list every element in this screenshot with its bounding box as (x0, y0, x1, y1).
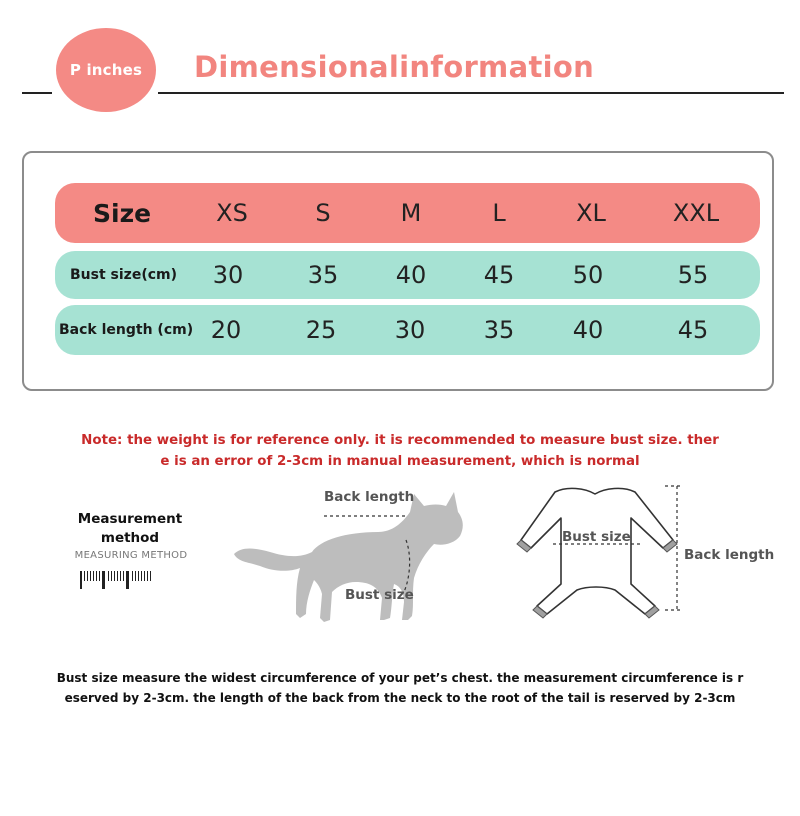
barcode-icon (80, 571, 154, 589)
header-rule-right (158, 92, 784, 94)
back-length-row (55, 305, 760, 355)
header-rule-left (22, 92, 52, 94)
back-xxl: 45 (677, 316, 709, 344)
back-m: 30 (394, 316, 426, 344)
bust-m: 40 (395, 261, 427, 289)
instructions-line-2: eserved by 2-3cm. the length of the back from the neck to the root of the tail is reserved by 2-3cm (64, 691, 736, 705)
back-s: 25 (305, 316, 337, 344)
unit-badge (56, 28, 156, 112)
page-title: Dimensionalinformation (194, 50, 595, 84)
back-length-label: Back length (cm) (59, 322, 194, 338)
bust-xs: 30 (212, 261, 244, 289)
size-header-row (55, 183, 760, 243)
measurement-instructions (30, 668, 770, 708)
back-xs: 20 (210, 316, 242, 344)
bust-xl: 50 (572, 261, 604, 289)
measurement-method-title (68, 510, 192, 548)
size-header-label: Size (93, 198, 152, 228)
size-xxl: XXL (672, 199, 720, 227)
size-xl: XL (576, 199, 606, 227)
measurement-method-title-line2: method (100, 530, 160, 546)
note-line-2: e is an error of 2-3cm in manual measurement, which is normal (160, 454, 640, 469)
garment-bust-size-label: Bust size (562, 529, 631, 545)
pet-garment-icon (515, 482, 685, 620)
bust-size-row (55, 251, 760, 299)
bust-xxl: 55 (677, 261, 709, 289)
unit-badge-label: P inches (69, 61, 143, 79)
back-l: 35 (483, 316, 515, 344)
measurement-method-subtitle: MEASURING METHOD (74, 550, 188, 561)
measurement-note (40, 430, 760, 472)
instructions-line-1: Bust size measure the widest circumference of your pet’s chest. the measurement circumference is r (56, 671, 744, 685)
garment-back-length-label: Back length (684, 547, 775, 563)
cat-bust-size-label: Bust size (345, 587, 414, 603)
back-xl: 40 (572, 316, 604, 344)
size-l: L (492, 199, 506, 227)
note-line-1: Note: the weight is for reference only. it is recommended to measure bust size. ther (81, 433, 719, 448)
size-m: M (400, 199, 422, 227)
size-xs: XS (216, 199, 248, 227)
measurement-method-title-line1: Measurement (77, 511, 183, 527)
size-s: S (315, 199, 331, 227)
bust-size-label: Bust size(cm) (70, 267, 177, 283)
bust-s: 35 (307, 261, 339, 289)
bust-l: 45 (483, 261, 515, 289)
cat-back-length-label: Back length (324, 489, 415, 505)
